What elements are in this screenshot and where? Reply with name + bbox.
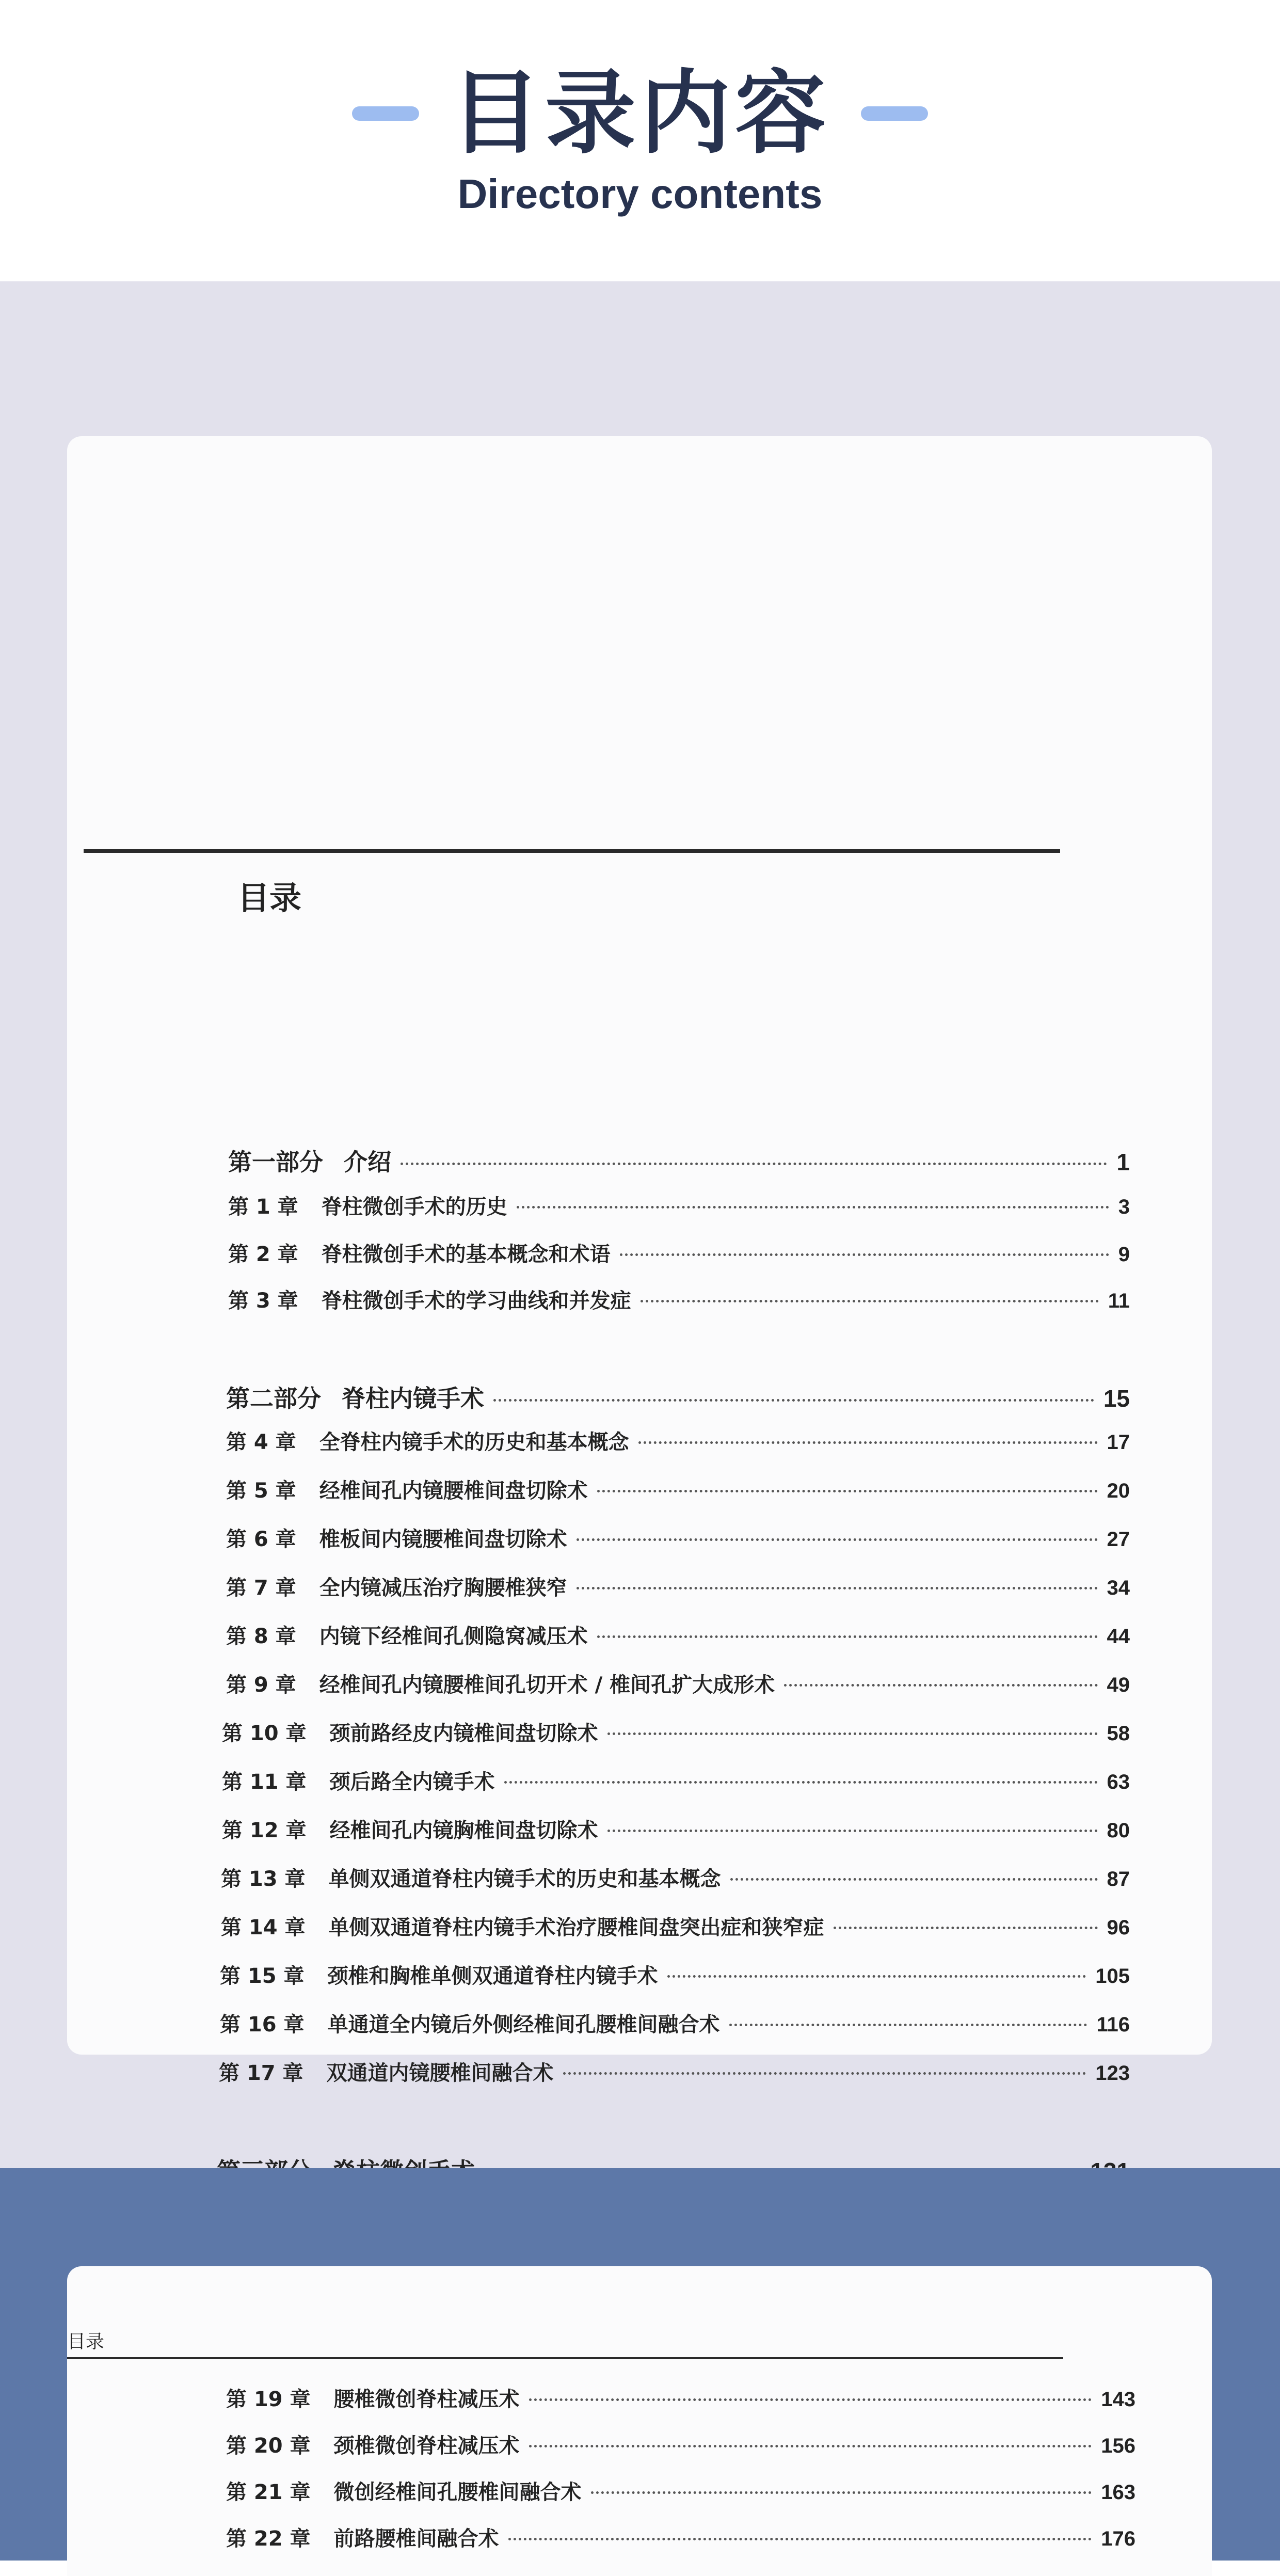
part-page: 1 [1116,1149,1130,1175]
chapter-title: 经椎间孔内镜胸椎间盘切除术 [329,1819,598,1842]
leader-dots [730,1878,1098,1881]
leader-dots [607,1732,1098,1735]
chapter-number: 第 8 章 [226,1625,296,1648]
chapter-title: 脊柱微创手术的基本概念和术语 [321,1243,611,1266]
toc-chapter-2[interactable] [228,1238,1130,1267]
chapter-title: 经椎间孔内镜腰椎间孔切开术 / 椎间孔扩大成形术 [319,1673,775,1697]
chapter-title: 颈前路经皮内镜椎间盘切除术 [329,1722,598,1745]
leader-dots [563,2072,1086,2075]
toc-chapter-9[interactable] [226,1668,1130,1698]
leader-dots [667,1975,1086,1978]
leader-dots [517,1206,1109,1209]
chapter-number: 第 3 章 [228,1289,298,1313]
leader-dots [729,2024,1087,2026]
part-label: 第二部分 [226,1385,321,1412]
toc-chapter-7[interactable] [226,1571,1130,1601]
chapter-number: 第 4 章 [226,1430,296,1454]
toc-chapter-22[interactable] [226,2522,1135,2552]
chapter-page: 163 [1101,2481,1135,2504]
chapter-title: 前路腰椎间融合术 [333,2527,499,2551]
chapter-number: 第 1 章 [228,1195,298,1219]
header-rule [67,2357,1063,2359]
chapter-number: 第 6 章 [226,1528,296,1551]
chapter-number: 第 22 章 [226,2527,311,2551]
chapter-title: 全脊柱内镜手术的历史和基本概念 [319,1430,629,1454]
chapter-title: 颈椎微创脊柱减压术 [333,2434,520,2458]
leader-dots [577,1538,1098,1541]
chapter-page: 58 [1107,1722,1130,1745]
chapter-number: 第 11 章 [222,1770,307,1794]
chapter-number: 第 15 章 [220,1964,305,1988]
chapter-title: 椎板间内镜腰椎间盘切除术 [319,1528,567,1551]
chapter-number: 第 10 章 [222,1722,307,1745]
leader-dots [620,1253,1109,1256]
toc-chapter-3[interactable] [228,1284,1130,1314]
chapter-number: 第 12 章 [222,1819,307,1842]
chapter-title: 全内镜减压治疗胸腰椎狭窄 [319,1576,567,1600]
chapter-title: 单侧双通道脊柱内镜手术治疗腰椎间盘突出症和狭窄症 [328,1916,824,1939]
toc-part-1[interactable] [228,1143,1130,1178]
chapter-page: 34 [1107,1577,1130,1599]
chapter-number: 第 20 章 [226,2434,311,2458]
title-row [0,57,1280,170]
chapter-title: 脊柱微创手术的历史 [321,1195,507,1219]
leader-dots [508,2538,1092,2540]
toc-heading: 目录 [237,879,302,917]
chapter-page: 3 [1118,1196,1130,1218]
toc-chapter-12[interactable] [222,1814,1130,1843]
leader-dots [834,1927,1098,1929]
leader-dots [577,1587,1098,1589]
chapter-title: 脊柱微创手术的学习曲线和并发症 [321,1289,631,1313]
chapter-title: 单侧双通道脊柱内镜手术的历史和基本概念 [328,1867,721,1891]
chapter-title: 颈后路全内镜手术 [329,1770,495,1794]
leader-dots [401,1163,1107,1165]
chapter-number: 第 21 章 [226,2480,311,2504]
toc-section-2 [0,2168,1280,2561]
toc-chapter-15[interactable] [220,1960,1130,1989]
toc-page-card [67,436,1212,2085]
toc-chapter-10[interactable] [222,1717,1130,1746]
toc-part-2[interactable] [226,1380,1130,1414]
toc-chapter-13[interactable] [221,1863,1130,1892]
chapter-number: 第 19 章 [226,2388,311,2411]
part-title: 脊柱内镜手术 [342,1385,484,1412]
toc-page-card-2 [67,2266,1212,2576]
toc-section-1 [0,281,1280,2168]
chapter-page: 20 [1107,1480,1130,1502]
toc-chapter-5[interactable] [226,1474,1130,1504]
chapter-title: 单通道全内镜后外侧经椎间孔腰椎间融合术 [327,2013,720,2037]
chapter-page: 49 [1107,1674,1130,1696]
toc-chapter-11[interactable] [222,1766,1130,1795]
leader-dots [597,1490,1098,1492]
chapter-number: 第 17 章 [219,2061,303,2085]
chapter-number: 第 14 章 [221,1916,306,1939]
toc-chapter-19[interactable] [226,2383,1135,2412]
chapter-title: 微创经椎间孔腰椎间融合术 [333,2480,582,2504]
right-decor-bar [861,106,928,121]
toc-chapter-16[interactable] [220,2008,1130,2038]
chapter-title: 内镜下经椎间孔侧隐窝减压术 [319,1625,588,1648]
chapter-page: 44 [1107,1625,1130,1648]
page-title: 目录内容 [450,60,830,166]
chapter-title: 双通道内镜腰椎间融合术 [326,2061,554,2085]
chapter-number: 第 16 章 [220,2013,305,2037]
leader-dots [641,1300,1099,1302]
leader-dots [784,1684,1097,1687]
leader-dots [607,1830,1098,1832]
toc-chapter-4[interactable] [226,1426,1130,1455]
chapter-page: 63 [1107,1771,1130,1793]
page-subtitle: Directory contents [457,171,823,217]
header-rule [84,849,1060,853]
toc-chapter-20[interactable] [226,2429,1135,2459]
chapter-page: 96 [1107,1916,1130,1939]
chapter-page: 9 [1118,1243,1130,1266]
chapter-number: 第 13 章 [221,1867,306,1891]
toc-chapter-8[interactable] [226,1620,1130,1649]
chapter-page: 156 [1101,2435,1135,2457]
chapter-number: 第 5 章 [226,1479,296,1503]
running-head: 目录 [67,2331,105,2352]
chapter-page: 87 [1107,1868,1130,1890]
chapter-number: 第 9 章 [226,1673,296,1697]
leader-dots [638,1441,1098,1444]
toc-chapter-14[interactable] [221,1911,1130,1941]
chapter-page: 116 [1096,2013,1130,2036]
chapter-title: 腰椎微创脊柱减压术 [333,2388,520,2411]
part-label: 第一部分 [228,1148,323,1176]
chapter-page: 105 [1095,1965,1130,1987]
toc-chapter-6[interactable] [226,1523,1130,1552]
chapter-title: 颈椎和胸椎单侧双通道脊柱内镜手术 [327,1964,658,1988]
leader-dots [504,1781,1098,1784]
chapter-page: 123 [1095,2062,1130,2085]
chapter-title: 经椎间孔内镜腰椎间盘切除术 [319,1479,588,1503]
leader-dots [529,2445,1092,2447]
leader-dots [529,2398,1092,2401]
header [0,0,1280,281]
toc-chapter-1[interactable] [228,1190,1130,1220]
chapter-page: 11 [1108,1290,1130,1312]
chapter-number: 第 2 章 [228,1243,298,1266]
left-decor-bar [352,106,419,121]
leader-dots [493,1399,1094,1402]
chapter-page: 143 [1101,2388,1135,2411]
chapter-number: 第 7 章 [226,1576,296,1600]
chapter-page: 27 [1107,1528,1130,1551]
part-title: 介绍 [344,1148,391,1176]
part-page: 15 [1103,1385,1130,1412]
leader-dots [597,1635,1098,1638]
chapter-page: 176 [1101,2527,1135,2550]
chapter-page: 80 [1107,1819,1130,1842]
leader-dots [591,2491,1092,2494]
toc-chapter-17[interactable] [219,2057,1130,2086]
toc-chapter-21[interactable] [226,2476,1135,2505]
chapter-page: 17 [1107,1431,1130,1454]
